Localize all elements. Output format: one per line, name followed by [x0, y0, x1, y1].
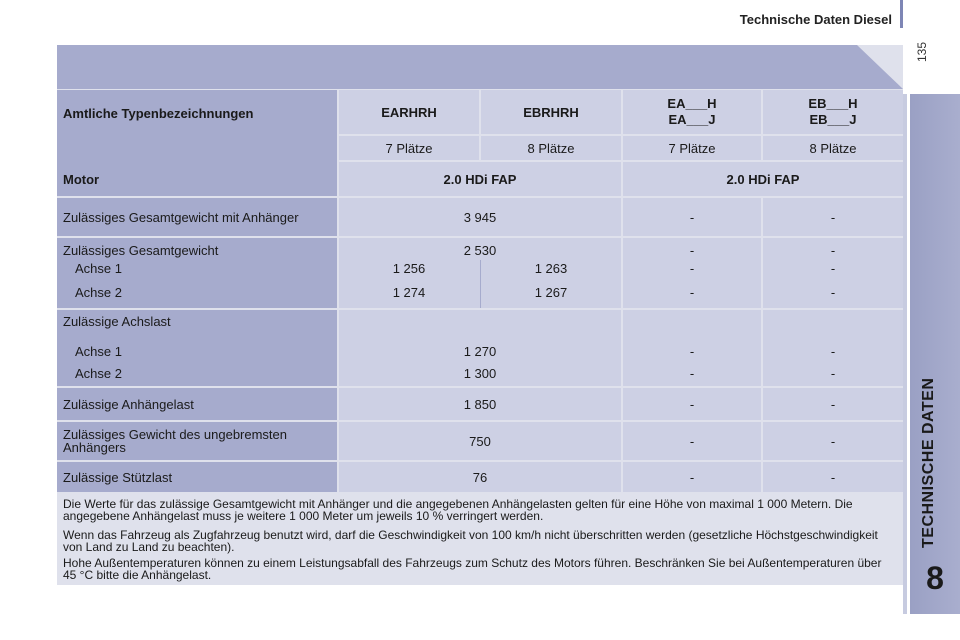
- page-number: 135: [915, 41, 929, 62]
- label-achse2: Achse 2: [75, 284, 122, 300]
- value-stuetzlast: 76: [339, 462, 621, 492]
- value-achse2-1: 1 274: [392, 284, 426, 300]
- seats-1: 7 Plätze: [339, 136, 479, 160]
- value-gesamtgewicht: 2 530: [463, 242, 497, 258]
- value-ungebremst: 750: [339, 422, 621, 460]
- value-achslast-achse1: 1 270: [463, 343, 497, 359]
- value-gesamtgewicht-4: -: [830, 242, 836, 258]
- value-achse1-3: -: [689, 260, 695, 276]
- chapter-label: TECHNISCHE DATEN: [920, 377, 937, 548]
- value-achse2-2: 1 267: [534, 284, 568, 300]
- label-achslast: Zulässige Achslast: [63, 313, 171, 329]
- note-altitude: Die Werte für das zulässige Gesamtgewicht mit Anhänger und die angegebenen Anhängelasten gelten für eine Höhe von maximal 1 000 Metern. Die angegebene Anhängelast muss je weitere 1 000 Meter um jeweils 10 % verringert werden.: [63, 497, 853, 523]
- value-gesamtgewicht-anhaenger-4: -: [763, 198, 903, 236]
- value-achse1-2: 1 263: [534, 260, 568, 276]
- note-speed: Wenn das Fahrzeug als Zugfahrzeug benutzt wird, darf die Geschwindigkeit von 100 km/h nicht überschritten werden (gesetzliche Höchstgeschwindigkeit von Land zu Land zu beachten).: [63, 528, 878, 554]
- type-ebrhrh: EBRHRH: [481, 90, 621, 134]
- value-achslast-achse1-3: -: [689, 343, 695, 359]
- value-anhaengelast-4: -: [763, 388, 903, 420]
- value-achslast-achse2-3: -: [689, 365, 695, 381]
- label-achse1: Achse 1: [75, 260, 122, 276]
- value-achse2-4: -: [830, 284, 836, 300]
- chapter-number: 8: [926, 560, 944, 596]
- label-ungebremst: Zulässiges Gewicht des ungebremsten Anhängers: [57, 422, 337, 460]
- value-ungebremst-3: -: [623, 422, 761, 460]
- type-label: Amtliche Typenbezeichnungen: [57, 90, 337, 178]
- value-anhaengelast-3: -: [623, 388, 761, 420]
- label-gesamtgewicht: Zulässiges Gesamtgewicht: [63, 242, 219, 258]
- label-achslast-achse2: Achse 2: [75, 365, 122, 381]
- value-anhaengelast: 1 850: [339, 388, 621, 420]
- value-achse2-3: -: [689, 284, 695, 300]
- type-ea-h-j: EA___H EA___J: [623, 90, 761, 134]
- motor-label: Motor: [57, 162, 337, 196]
- technical-data-table: [57, 45, 903, 585]
- table-header-band: [57, 45, 903, 89]
- value-stuetzlast-4: -: [763, 462, 903, 492]
- value-stuetzlast-3: -: [623, 462, 761, 492]
- seats-2: 8 Plätze: [481, 136, 621, 160]
- note-temperature: Hohe Außentemperaturen können zu einem Leistungsabfall des Fahrzeugs zum Schutz des Motors führen. Beschränken Sie bei Außentemperaturen über 45 °C bitte die Anhängelast.: [63, 556, 882, 582]
- value-gesamtgewicht-3: -: [689, 242, 695, 258]
- value-achslast-achse2: 1 300: [463, 365, 497, 381]
- type-earhrh: EARHRH: [339, 90, 479, 134]
- header-accent-bar: [900, 0, 903, 28]
- seats-3: 7 Plätze: [623, 136, 761, 160]
- motor-value-1: 2.0 HDi FAP: [339, 162, 621, 196]
- type-eb-h-j: EB___H EB___J: [763, 90, 903, 134]
- value-achslast-achse1-4: -: [830, 343, 836, 359]
- value-achslast-achse2-4: -: [830, 365, 836, 381]
- label-stuetzlast: Zulässige Stützlast: [57, 462, 337, 492]
- value-gesamtgewicht-anhaenger-3: -: [623, 198, 761, 236]
- label-gesamtgewicht-anhaenger: Zulässiges Gesamtgewicht mit Anhänger: [57, 198, 337, 236]
- label-anhaengelast: Zulässige Anhängelast: [57, 388, 337, 420]
- label-achslast-achse1: Achse 1: [75, 343, 122, 359]
- value-achse1-4: -: [830, 260, 836, 276]
- value-achse1-1: 1 256: [392, 260, 426, 276]
- motor-value-2: 2.0 HDi FAP: [623, 162, 903, 196]
- value-gesamtgewicht-anhaenger: 3 945: [339, 198, 621, 236]
- sidebar-divider: [903, 94, 907, 614]
- value-ungebremst-4: -: [763, 422, 903, 460]
- seats-4: 8 Plätze: [763, 136, 903, 160]
- page-header-title: Technische Daten Diesel: [739, 12, 892, 27]
